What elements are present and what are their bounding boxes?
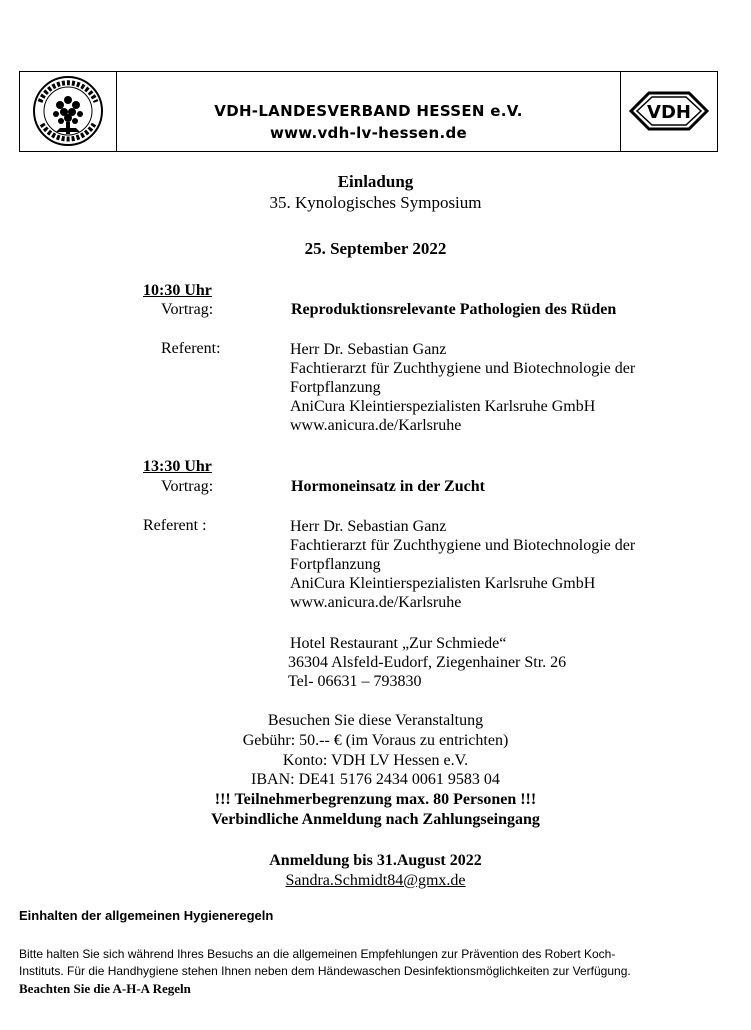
speaker-name: Herr Dr. Sebastian Ganz — [290, 518, 447, 535]
speaker-website[interactable]: www.anicura.de/Karlsruhe — [290, 417, 462, 434]
speaker-title: Fachtierarzt für Zuchthygiene und Biotechnologie der — [290, 360, 636, 377]
session-1-talk-label: Vortrag: — [161, 301, 214, 318]
session-1-time: 10:30 Uhr — [143, 282, 212, 299]
speaker-clinic: AniCura Kleintierspezialisten Karlsruhe GmbH — [290, 575, 596, 592]
hygiene-rules: Beachten Sie die A-H-A Regeln — [19, 981, 191, 996]
organization-name: VDH-LANDESVERBAND HESSEN e.V. — [214, 102, 523, 120]
hygiene-line-1: Bitte halten Sie sich während Ihres Besuchs an die allgemeinen Empfehlungen zur Prävention des Robert Koch- — [19, 947, 616, 961]
speaker-website[interactable]: www.anicura.de/Karlsruhe — [290, 594, 462, 611]
vdh-logo-text: VDH — [647, 102, 691, 123]
speaker-title: Fachtierarzt für Zuchthygiene und Biotechnologie der — [290, 537, 636, 554]
vdh-logo — [620, 72, 717, 151]
speaker-title-cont: Fortpflanzung — [290, 556, 381, 573]
speaker-title-cont: Fortpflanzung — [290, 379, 381, 396]
vdh-logo-icon — [621, 72, 717, 151]
organization-website[interactable]: www.vdh-lv-hessen.de — [269, 124, 468, 142]
hygiene-text — [19, 946, 734, 997]
landesverband-seal-icon — [20, 72, 116, 151]
hygiene-heading: Einhalten der allgemeinen Hygieneregeln — [19, 908, 274, 923]
registration-deadline: Anmeldung bis 31.August 2022 — [269, 852, 482, 869]
session-2-talk-title: Hormoneinsatz in der Zucht — [291, 478, 485, 495]
registration-email-link[interactable]: Sandra.Schmidt84@gmx.de — [285, 872, 466, 889]
venue-phone: Tel- 06631 – 793830 — [288, 673, 422, 690]
binding-registration: Verbindliche Anmeldung nach Zahlungseingang — [211, 811, 540, 828]
speaker-clinic: AniCura Kleintierspezialisten Karlsruhe GmbH — [290, 398, 596, 415]
landesverband-logo — [20, 72, 117, 151]
session-2-speaker-block — [290, 517, 635, 612]
organization-block — [116, 100, 621, 144]
session-2-time: 13:30 Uhr — [143, 458, 212, 475]
fee-info: Gebühr: 50.-- € (im Voraus zu entrichten) — [242, 732, 509, 749]
session-1-talk-title: Reproduktionsrelevante Pathologien des Rüden — [291, 301, 617, 318]
event-date: 25. September 2022 — [304, 239, 447, 258]
venue-name: Hotel Restaurant „Zur Schmiede“ — [290, 635, 507, 652]
hygiene-line-2: Instituts. Für die Handhygiene stehen Ihnen neben dem Händewaschen Desinfektionsmöglichkeiten zur Verfügung. — [19, 964, 631, 978]
speaker-name: Herr Dr. Sebastian Ganz — [290, 341, 447, 358]
iban-info: IBAN: DE41 5176 2434 0061 9583 04 — [251, 771, 500, 788]
session-2-speaker-label: Referent : — [143, 517, 207, 534]
account-info: Konto: VDH LV Hessen e.V. — [282, 752, 469, 769]
page-title: Einladung — [337, 172, 414, 191]
venue-block — [288, 634, 566, 691]
page-subtitle: 35. Kynologisches Symposium — [269, 193, 482, 212]
session-1-speaker-block — [290, 340, 635, 435]
session-1-speaker-label: Referent: — [161, 340, 221, 357]
session-2-talk-label: Vortrag: — [161, 478, 214, 495]
letterhead — [19, 71, 718, 152]
visit-invitation: Besuchen Sie diese Veranstaltung — [267, 712, 484, 729]
participant-limit: !!! Teilnehmerbegrenzung max. 80 Personen !!! — [214, 791, 537, 808]
venue-address: 36304 Alsfeld-Eudorf, Ziegenhainer Str. 26 — [288, 654, 567, 671]
